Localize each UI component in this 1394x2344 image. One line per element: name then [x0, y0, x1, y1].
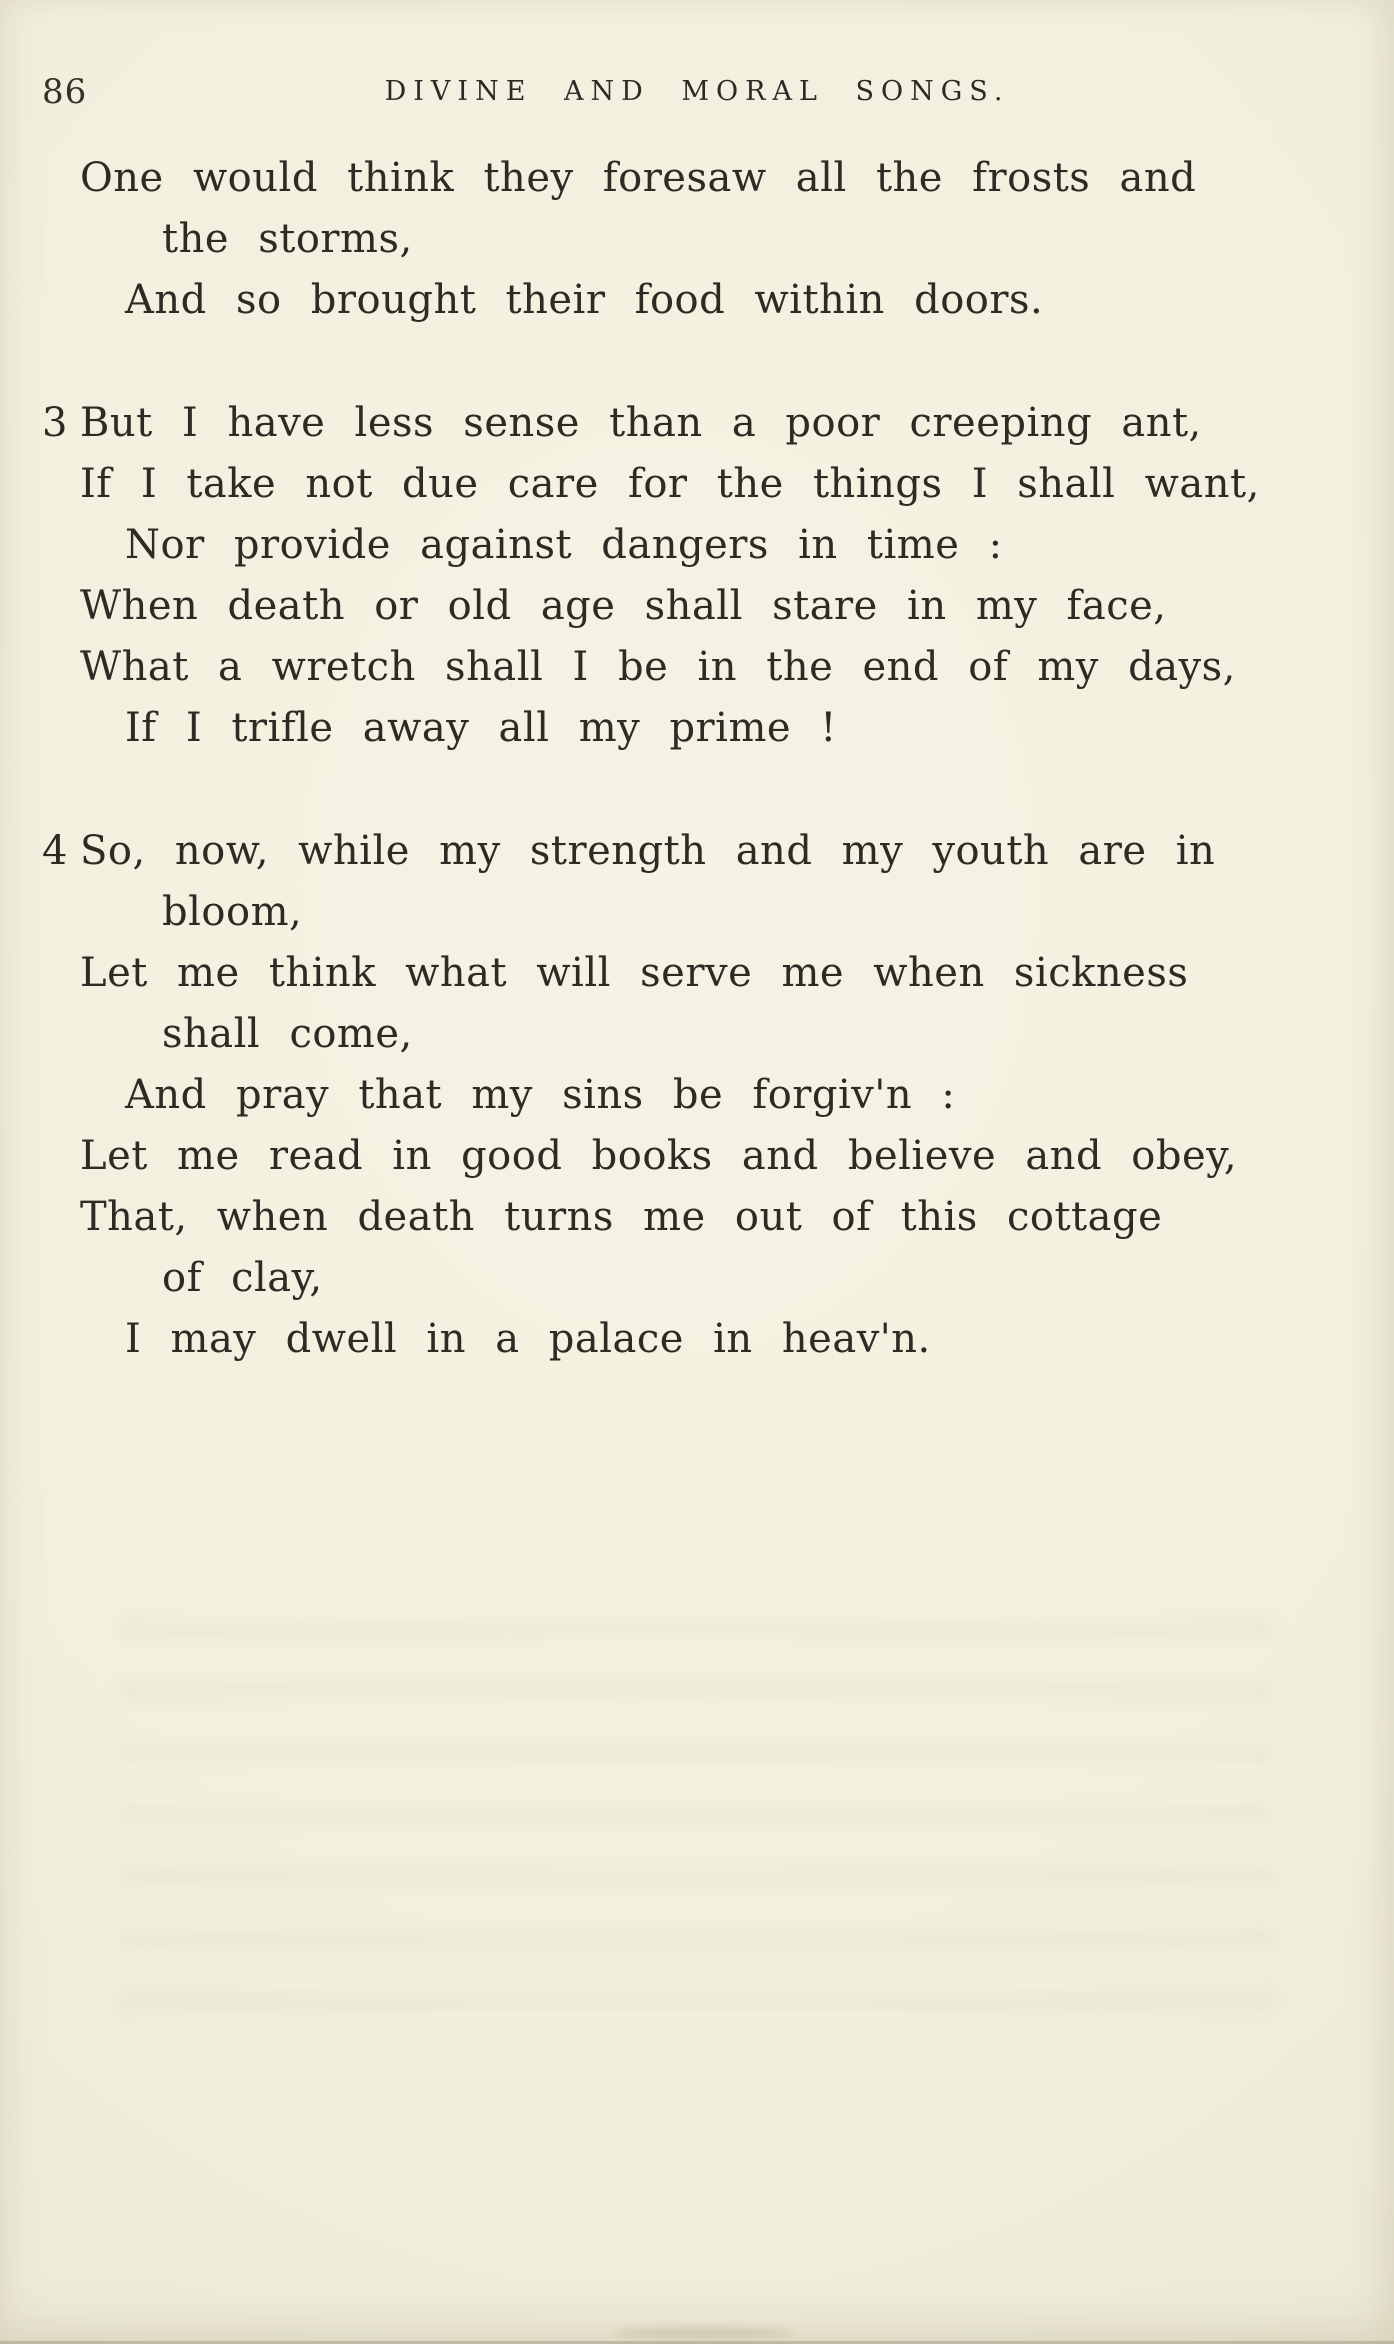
poem-line: And so brought their food within doors. — [125, 277, 1044, 323]
poem-line: One would think they foresaw all the frosts and — [80, 155, 1197, 201]
poem-line: Nor provide against dangers in time : — [125, 522, 1003, 568]
poem — [0, 148, 1394, 1432]
stanza-number: 3 — [42, 400, 68, 446]
stanza — [0, 821, 1394, 1370]
stanza — [0, 148, 1394, 331]
poem-line: If I trifle away all my prime ! — [125, 705, 837, 751]
poem-line: Let me think what will serve me when sickness — [80, 950, 1189, 996]
poem-line: And pray that my sins be forgiv'n : — [125, 1072, 956, 1118]
poem-line: I may dwell in a palace in heav'n. — [125, 1316, 931, 1362]
poem-line: the storms, — [162, 216, 413, 262]
poem-line: bloom, — [162, 889, 303, 935]
stanza-number: 4 — [42, 828, 68, 874]
running-header-title: DIVINE AND MORAL SONGS. — [384, 76, 1010, 107]
poem-line: If I take not due care for the things I shall want, — [80, 461, 1260, 507]
poem-line: But I have less sense than a poor creeping ant, — [80, 400, 1202, 446]
page-number: 86 — [42, 72, 88, 112]
poem-line: Let me read in good books and believe and obey, — [80, 1133, 1238, 1179]
poem-line: So, now, while my strength and my youth are in — [80, 828, 1216, 874]
poem-line: of clay, — [162, 1255, 323, 1301]
stanza — [0, 393, 1394, 759]
poem-line: What a wretch shall I be in the end of my days, — [80, 644, 1236, 690]
paper-showthrough-texture — [120, 1620, 1274, 2040]
running-head — [0, 72, 1394, 116]
scan-smudge — [613, 2328, 793, 2338]
poem-line: That, when death turns me out of this cottage — [80, 1194, 1163, 1240]
poem-line: When death or old age shall stare in my face, — [80, 583, 1167, 629]
poem-line: shall come, — [162, 1011, 413, 1057]
